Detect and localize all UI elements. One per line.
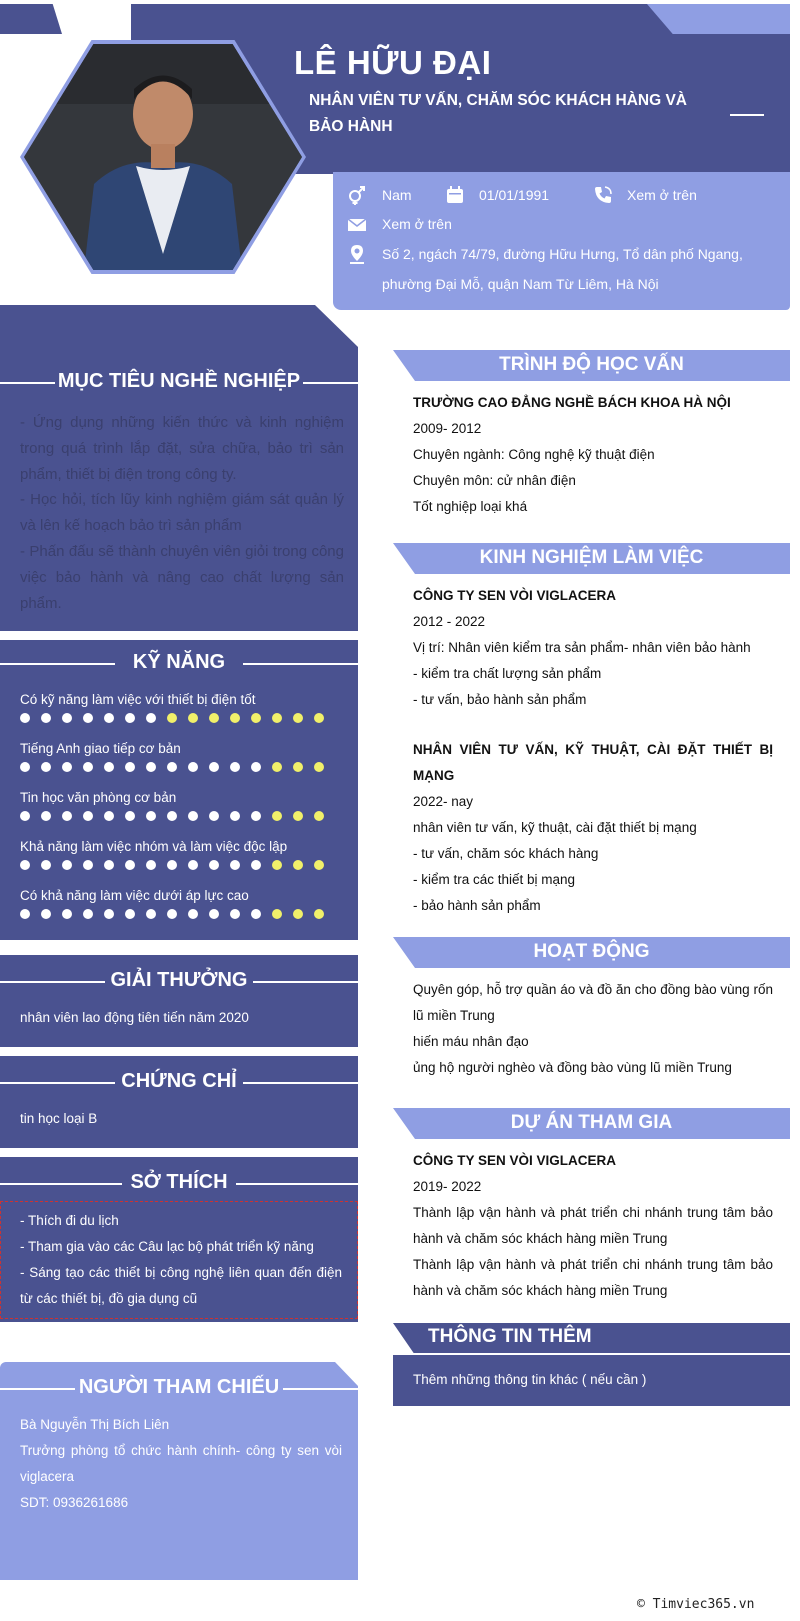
divider (243, 663, 358, 665)
address-line-1: Số 2, ngách 74/79, đường Hữu Hưng, Tổ dân phố Ngang, (382, 246, 743, 262)
reference-phone: SDT: 0936261686 (20, 1495, 129, 1510)
skill-label: Khả năng làm việc nhóm và làm việc độc lập (20, 839, 288, 854)
skill-dot (314, 762, 324, 772)
skill-dot (209, 811, 219, 821)
hobby-3: - Sáng tạo các thiết bị công nghệ liên quan đến điện từ các thiết bị, đồ gia dụng cũ (20, 1265, 342, 1306)
phone-icon (593, 185, 613, 205)
skill-dot (209, 860, 219, 870)
references-title: NGƯỜI THAM CHIẾU (78, 1376, 280, 1398)
job2-duty-3: - bảo hành sản phẩm (413, 898, 541, 913)
job2-duty-1: - tư vấn, chăm sóc khách hàng (413, 846, 599, 861)
skill-dot (167, 762, 177, 772)
objective-text: - Ứng dụng những kiến thức và kinh nghiệm trong quá trình lắp đặt, sửa chữa, bảo trì sản phẩm, thiết bị điện trong công ty. - Học hỏi, tích lũy kinh nghiệm giám sát quản lý và lên kế hoạch bảo trì sản phẩm - Phấn đấu sẽ thành chuyên viên giỏi trong công việc bảo hành và nâng cao chất lượng sản phẩm. (20, 414, 344, 612)
footer-watermark: © Timviec365.vn (637, 1597, 755, 1612)
divider (253, 981, 358, 983)
education-major: Chuyên ngành: Công nghệ kỹ thuật điện (413, 447, 655, 462)
skill-dot (20, 860, 30, 870)
awards-text: nhân viên lao động tiên tiến năm 2020 (20, 1010, 249, 1025)
skill-dot (83, 811, 93, 821)
skill-dot (251, 713, 261, 723)
gender-icon (347, 185, 367, 205)
project-years: 2019- 2022 (413, 1179, 482, 1194)
skill-dot (62, 762, 72, 772)
job2-years: 2022- nay (413, 794, 474, 809)
skill-dot (251, 762, 261, 772)
skill-dot (62, 909, 72, 919)
divider (0, 1388, 75, 1390)
skill-dot (125, 713, 135, 723)
skill-dot (20, 909, 30, 919)
skill-dot (62, 713, 72, 723)
skill-rating-2 (20, 762, 330, 772)
skill-dot (188, 909, 198, 919)
phone-value: Xem ở trên (627, 187, 697, 203)
divider (0, 1082, 115, 1084)
education-title: TRÌNH ĐỘ HỌC VẤN (499, 354, 684, 375)
skill-dot (251, 909, 261, 919)
skill-label: Có kỹ năng làm việc với thiết bị điện tốt (20, 692, 256, 707)
education-school: TRƯỜNG CAO ĐẲNG NGHỀ BÁCH KHOA HÀ NỘI (413, 395, 731, 410)
projects-title: DỰ ÁN THAM GIA (510, 1112, 673, 1133)
skill-dot (104, 713, 114, 723)
project-company: CÔNG TY SEN VÒI VIGLACERA (413, 1153, 617, 1168)
divider (0, 1183, 122, 1185)
job2-role: nhân viên tư vấn, kỹ thuật, cài đặt thiết bị mạng (413, 820, 697, 835)
certificates-title: CHỨNG CHỈ (121, 1070, 237, 1092)
skill-dot (230, 811, 240, 821)
skill-dot (125, 909, 135, 919)
skills-title: KỸ NĂNG (132, 651, 226, 673)
skill-dot (293, 762, 303, 772)
reference-position: Trưởng phòng tổ chức hành chính- công ty sen vòi viglacera (20, 1443, 342, 1484)
skill-dot (188, 713, 198, 723)
experience-title: KINH NGHIỆM LÀM VIỆC (479, 547, 704, 568)
skill-dot (20, 713, 30, 723)
skill-dot (104, 762, 114, 772)
skill-dot (314, 860, 324, 870)
job1-duty-2: - tư vấn, bảo hành sản phẩm (413, 692, 587, 707)
job2-duty-2: - kiểm tra các thiết bị mạng (413, 872, 576, 887)
header-left-accent (0, 4, 62, 34)
job1-role: Vị trí: Nhân viên kiểm tra sản phẩm- nhân viên bảo hành (413, 640, 751, 655)
skill-dot (272, 713, 282, 723)
birthday-value: 01/01/1991 (479, 187, 550, 203)
skill-dot (188, 811, 198, 821)
extra-info-text: Thêm những thông tin khác ( nếu cần ) (413, 1372, 647, 1387)
skill-dot (62, 860, 72, 870)
email-icon (347, 215, 367, 235)
skill-dot (125, 762, 135, 772)
objective-title: MỤC TIÊU NGHỀ NGHIỆP (57, 370, 301, 392)
skill-label: Tin học văn phòng cơ bản (20, 790, 177, 805)
job2-company: NHÂN VIÊN TƯ VẤN, KỸ THUẬT, CÀI ĐẶT THIẾT BỊ MẠNG (413, 742, 773, 783)
skill-dot (230, 860, 240, 870)
skill-dot (83, 909, 93, 919)
calendar-icon (445, 185, 465, 205)
job-title: NHÂN VIÊN TƯ VẤN, CHĂM SÓC KHÁCH HÀNG VÀ BẢO HÀNH (309, 92, 687, 135)
skill-dot (104, 860, 114, 870)
skill-dot (293, 860, 303, 870)
header-dash (730, 114, 764, 116)
skill-rating-1 (20, 713, 330, 723)
skill-dot (41, 860, 51, 870)
divider (243, 1082, 358, 1084)
divider (303, 382, 358, 384)
skill-label: Có khả năng làm việc dưới áp lực cao (20, 888, 249, 903)
divider (393, 1353, 790, 1355)
divider (0, 981, 105, 983)
location-icon (347, 244, 367, 264)
divider (283, 1388, 358, 1390)
divider (0, 663, 115, 665)
skill-dot (41, 713, 51, 723)
email-value: Xem ở trên (382, 216, 452, 232)
skill-dot (41, 909, 51, 919)
divider (0, 382, 55, 384)
skill-dot (146, 762, 156, 772)
skill-dot (125, 811, 135, 821)
skill-rating-5 (20, 909, 330, 919)
skill-dot (209, 713, 219, 723)
hobbies-title: SỞ THÍCH (130, 1171, 228, 1193)
skill-rating-3 (20, 811, 330, 821)
skill-dot (125, 860, 135, 870)
education-grade: Tốt nghiệp loại khá (413, 499, 528, 514)
address-line-2: phường Đại Mỗ, quận Nam Từ Liêm, Hà Nội (382, 276, 659, 292)
skill-dot (104, 811, 114, 821)
skill-dot (314, 811, 324, 821)
skill-dot (41, 811, 51, 821)
skill-dot (41, 762, 51, 772)
skill-dot (272, 811, 282, 821)
gender-value: Nam (382, 187, 412, 203)
activity-1: Quyên góp, hỗ trợ quần áo và đồ ăn cho đồng bào vùng rốn lũ miền Trung (413, 982, 773, 1023)
skill-dot (293, 713, 303, 723)
skill-dot (209, 909, 219, 919)
job1-company: CÔNG TY SEN VÒI VIGLACERA (413, 588, 617, 603)
skill-dot (293, 811, 303, 821)
job1-years: 2012 - 2022 (413, 614, 486, 629)
skill-rating-4 (20, 860, 330, 870)
skill-dot (83, 762, 93, 772)
candidate-name: LÊ HỮU ĐẠI (294, 44, 492, 81)
skill-dot (314, 713, 324, 723)
skill-dot (209, 762, 219, 772)
project-detail-1: Thành lập vận hành và phát triển chi nhánh trung tâm bảo hành và chăm sóc khách hàng miền Trung (413, 1205, 773, 1246)
skill-dot (146, 811, 156, 821)
skill-dot (230, 762, 240, 772)
skill-dot (230, 713, 240, 723)
skill-dot (251, 811, 261, 821)
activity-2: hiến máu nhân đạo (413, 1034, 529, 1049)
skill-dot (104, 909, 114, 919)
skill-dot (167, 713, 177, 723)
skill-dot (20, 762, 30, 772)
skill-dot (83, 713, 93, 723)
skill-dot (62, 811, 72, 821)
skill-dot (293, 909, 303, 919)
divider (236, 1183, 358, 1185)
skill-dot (314, 909, 324, 919)
certificates-text: tin học loại B (20, 1111, 98, 1126)
skill-dot (83, 860, 93, 870)
skill-dot (188, 762, 198, 772)
skill-dot (272, 909, 282, 919)
education-years: 2009- 2012 (413, 421, 482, 436)
skill-dot (272, 860, 282, 870)
skill-dot (146, 860, 156, 870)
skill-dot (188, 860, 198, 870)
hobby-1: - Thích đi du lịch (20, 1213, 119, 1228)
skill-dot (167, 909, 177, 919)
awards-title: GIẢI THƯỞNG (110, 969, 248, 991)
reference-name: Bà Nguyễn Thị Bích Liên (20, 1417, 170, 1432)
skill-dot (230, 909, 240, 919)
skill-dot (167, 811, 177, 821)
job1-duty-1: - kiểm tra chất lượng sản phẩm (413, 666, 602, 681)
skill-dot (20, 811, 30, 821)
skill-dot (146, 713, 156, 723)
project-detail-2: Thành lập vận hành và phát triển chi nhánh trung tâm bảo hành và chăm sóc khách hàng miền Trung (413, 1257, 773, 1298)
hobby-2: - Tham gia vào các Câu lạc bộ phát triển kỹ năng (20, 1239, 314, 1254)
activity-3: ủng hộ người nghèo và đồng bào vùng lũ miền Trung (413, 1060, 732, 1075)
skill-dot (251, 860, 261, 870)
activities-title: HOẠT ĐỘNG (533, 941, 650, 962)
skill-dot (167, 860, 177, 870)
skill-label: Tiếng Anh giao tiếp cơ bản (20, 741, 181, 756)
skill-dot (272, 762, 282, 772)
extra-info-title: THÔNG TIN THÊM (428, 1326, 592, 1347)
education-specialty: Chuyên môn: cử nhân điện (413, 473, 576, 488)
skill-dot (146, 909, 156, 919)
